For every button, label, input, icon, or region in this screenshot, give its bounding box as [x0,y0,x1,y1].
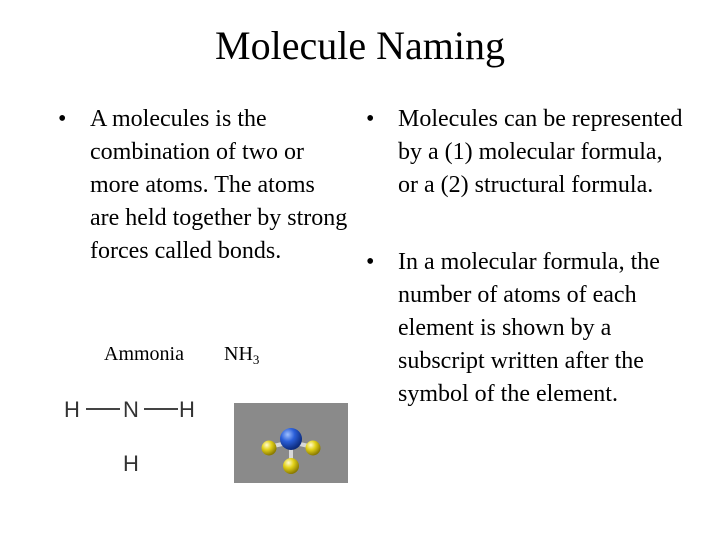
bullet-dot: • [366,106,375,132]
left-bullet-text: A molecules is the combination of two or more atoms. The atoms are held together by strong forces called bonds. [90,106,348,264]
nitrogen-ball [280,428,302,450]
ball-and-stick-model [234,403,348,483]
slide-title: Molecule Naming [215,23,505,68]
hydrogen-ball-right [306,441,321,456]
bullet-dot: • [58,106,67,132]
bond-h-n-left [86,408,120,410]
right-bullet-2 [366,246,686,411]
atom-h-right: H [179,397,195,422]
left-bullet-1 [58,103,348,268]
formula-base: NH [224,343,253,365]
bond-n-h-right [144,408,178,410]
compound-name: Ammonia [104,343,184,365]
structural-formula [62,395,212,480]
hydrogen-ball-left [262,441,277,456]
bullet-dot: • [366,249,375,275]
hydrogen-ball-bottom [283,458,299,474]
atom-h-left: H [64,397,80,422]
right-bullet-1 [366,103,686,202]
atom-n-center: N [123,397,139,422]
molecular-formula [224,341,259,373]
formula-subscript: 3 [252,352,260,367]
left-column [58,103,348,268]
right-column [366,103,686,411]
right-bullet-text: In a molecular formula, the number of atoms of each element is shown by a subscript written after the symbol of the element. [398,249,660,407]
right-bullet-text: Molecules can be represented by a (1) molecular formula, or a (2) structural formula. [398,106,683,198]
ammonia-model-image [234,403,348,483]
atom-h-bottom: H [123,451,139,476]
